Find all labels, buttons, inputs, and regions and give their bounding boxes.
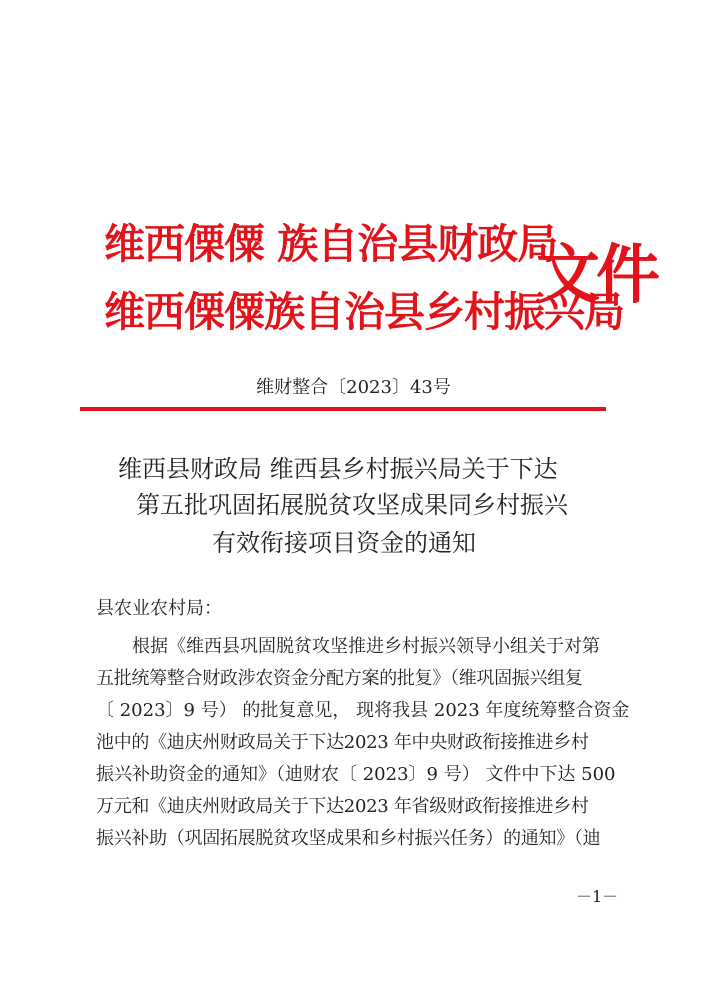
title-line-3: 有效衔接项目资金的通知: [212, 529, 476, 557]
masthead-org-rural-revitalization-bureau: 维西傈僳族自治县乡村振兴局: [104, 288, 624, 336]
red-divider-rule: [80, 407, 606, 411]
body-line: 〔 2023〕9 号） 的批复意见， 现将我县 2023 年度统筹整合资金: [96, 700, 630, 721]
body-paragraph: [96, 631, 636, 855]
body-line: 池中的《迪庆州财政局关于下达2023 年中央财政衔接推进乡村: [96, 732, 589, 753]
body-line: 万元和《迪庆州财政局关于下达2023 年省级财政衔接推进乡村: [96, 796, 589, 817]
body-line: 振兴补助资金的通知》（迪财农〔 2023〕9 号） 文件中下达 500: [96, 764, 616, 785]
title-line-1: 维西县财政局 维西县乡村振兴局关于下达: [118, 455, 558, 483]
masthead-document-label: 文件: [536, 238, 656, 313]
body-line: 根据《维西县巩固脱贫攻坚推进乡村振兴领导小组关于对第: [132, 636, 600, 657]
masthead-org-finance-bureau: 维西傈僳 族自治县财政局: [104, 220, 558, 268]
document-number: 维财整合〔2023〕43号: [256, 377, 451, 398]
masthead: [0, 0, 707, 360]
body-line: 五批统筹整合财政涉农资金分配方案的批复》（维巩固振兴组复: [96, 668, 583, 689]
page-number: －1－: [576, 887, 619, 906]
body-line: 振兴补助（巩固拓展脱贫攻坚成果和乡村振兴任务）的通知》（迪: [96, 828, 601, 849]
title-line-2: 第五批巩固拓展脱贫攻坚成果同乡村振兴: [136, 491, 568, 519]
recipient: 县农业农村局：: [96, 598, 222, 619]
